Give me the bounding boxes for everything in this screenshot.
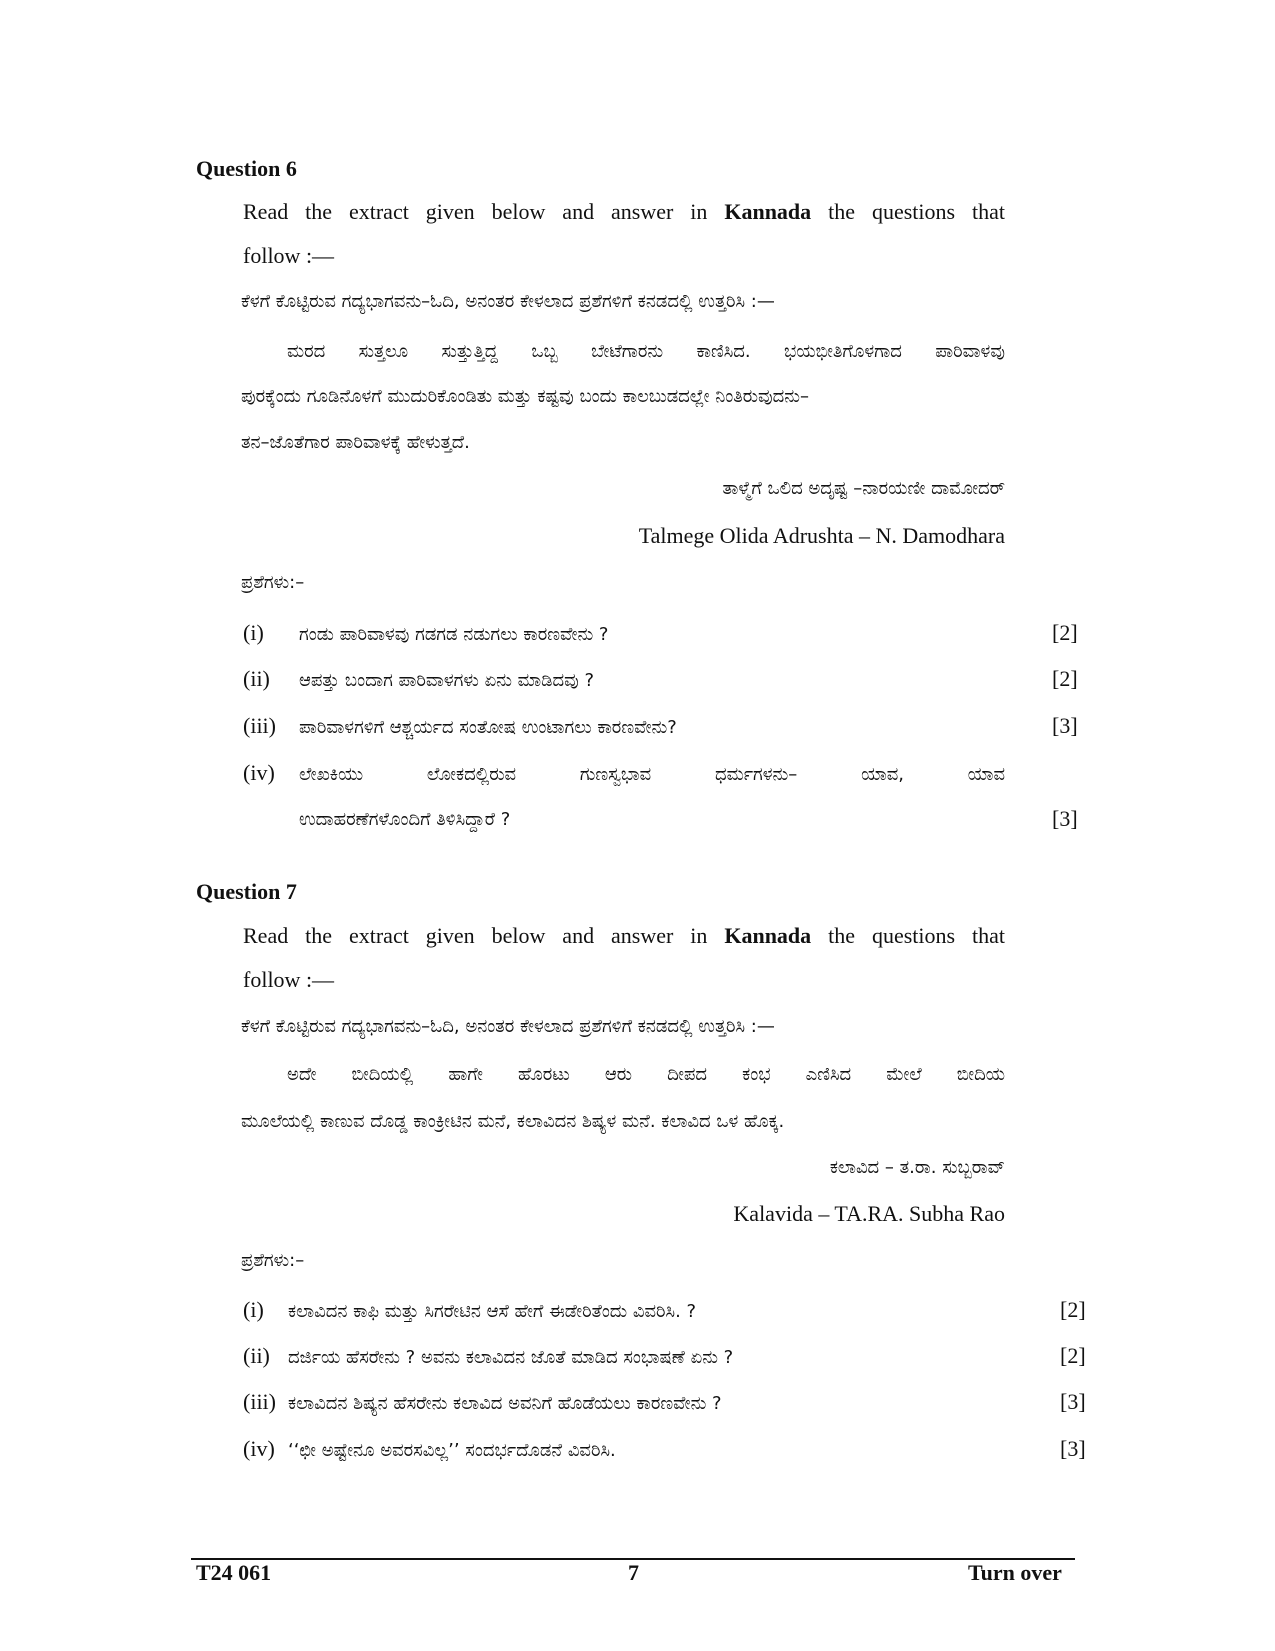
q7-question-text: ದರ್ಜಿಯ ಹೆಸರೇನು ? ಅವನು ಕಲಾವಿದನ ಜೊತೆ ಮಾಡಿದ ಸಂಭಾಷಣೆ ಏನು ? — [288, 1347, 734, 1368]
q7-instr-pre: Read the extract given below and answer in — [243, 923, 725, 948]
q6-question-marks: [2] — [1052, 620, 1078, 645]
q6-question-number: (iv) — [243, 760, 275, 785]
q7-instruction-kannada: ಕೆಳಗೆ ಕೊಟ್ಟಿರುವ ಗದ್ಯಭಾಗವನು–ಓದಿ, ಅನಂತರ ಕೇಳಲಾದ ಪ್ರಶೆಗಳಿಗೆ ಕನಡದಲ್ಲಿ ಉತ್ತರಿಸಿ :— — [241, 1016, 775, 1037]
q6-source-kannada: ತಾಳ್ಮೆಗೆ ಒಲಿದ ಅದೃಷ್ಟ –ನಾರಯಣೀ ದಾಮೋದರ್ — [722, 478, 1005, 499]
q6-instr-bold: Kannada — [724, 199, 812, 224]
q6-question-text: ಗಂಡು ಪಾರಿವಾಳವು ಗಡಗಡ ನಡುಗಲು ಕಾರಣವೇನು ? — [299, 624, 609, 645]
q6-question-text: ಲೇಖಕಿಯು ಲೋಕದಲ್ಲಿರುವ ಗುಣಸ್ವಭಾವ ಧರ್ಮಗಳನು– ಯಾವ, ಯಾವ — [299, 764, 1005, 785]
q7-questions-label: ಪ್ರಶೆಗಳು:– — [241, 1250, 305, 1271]
q7-instr-bold: Kannada — [724, 923, 812, 948]
q6-source-english: Talmege Olida Adrushta – N. Damodhara — [638, 523, 1005, 548]
q7-question-marks: [3] — [1060, 1436, 1086, 1461]
q6-instruction-kannada: ಕೆಳಗೆ ಕೊಟ್ಟಿರುವ ಗದ್ಯಭಾಗವನು–ಓದಿ, ಅನಂತರ ಕೇಳಲಾದ ಪ್ರಶೆಗಳಿಗೆ ಕನಡದಲ್ಲಿ ಉತ್ತರಿಸಿ :— — [241, 291, 775, 312]
q7-instruction-english-line2: follow :— — [243, 967, 335, 992]
footer-turn-over: Turn over — [968, 1560, 1062, 1585]
question-6-heading: Question 6 — [196, 156, 297, 181]
footer-paper-code: T24 061 — [196, 1560, 272, 1585]
q7-question-marks: [3] — [1060, 1389, 1086, 1414]
q6-question-text: ಆಪತ್ತು ಬಂದಾಗ ಪಾರಿವಾಳಗಳು ಏನು ಮಾಡಿದವು ? — [299, 670, 595, 691]
q6-question-text-line2: ಉದಾಹರಣೆಗಳೊಂದಿಗೆ ತಿಳಿಸಿದ್ದಾರೆ ? — [299, 809, 511, 830]
q7-question-text: ಕಲಾವಿದನ ಕಾಫಿ ಮತ್ತು ಸಿಗರೇಟಿನ ಆಸೆ ಹೇಗೆ ಈಡೇರಿತೆಂದು ವಿವರಿಸಿ. ? — [288, 1301, 697, 1322]
q6-question-marks: [3] — [1052, 806, 1078, 831]
q6-instruction-english — [243, 199, 1005, 225]
footer-page-number: 7 — [628, 1560, 639, 1585]
q7-question-number: (iv) — [243, 1436, 275, 1461]
q7-question-number: (ii) — [243, 1343, 270, 1368]
q7-passage-line2: ಮೂಲೆಯಲ್ಲಿ ಕಾಣುವ ದೊಡ್ಡ ಕಾಂಕ್ರೀಟಿನ ಮನೆ, ಕಲಾವಿದನ ಶಿಷ್ಯಳ ಮನೆ. ಕಲಾವಿದ ಒಳ ಹೊಕ್ಕ. — [241, 1111, 785, 1132]
q6-passage-line2: ಪುರಕ್ಕೆಂದು ಗೂಡಿನೊಳಗೆ ಮುದುರಿಕೊಂಡಿತು ಮತ್ತು ಕಷ್ಟವು ಬಂದು ಕಾಲಬುಡದಲ್ಲೇ ನಿಂತಿರುವುದನು– — [241, 386, 810, 407]
q7-question-text: ‘‘ಛೀ ಅಷ್ಟೇನೂ ಅವರಸವಿಲ್ಲ’’ ಸಂದರ್ಭದೊಡನೆ ವಿವರಿಸಿ. — [288, 1440, 616, 1461]
q6-question-number: (iii) — [243, 713, 276, 738]
q7-instr-post: the questions that — [811, 923, 1005, 948]
q6-passage-line3: ತನ–ಜೊತೆಗಾರ ಪಾರಿವಾಳಕ್ಕೆ ಹೇಳುತ್ತದೆ. — [241, 432, 470, 453]
q7-question-marks: [2] — [1060, 1343, 1086, 1368]
q6-question-marks: [2] — [1052, 666, 1078, 691]
q6-question-marks: [3] — [1052, 713, 1078, 738]
q7-question-marks: [2] — [1060, 1297, 1086, 1322]
q6-question-text: ಪಾರಿವಾಳಗಳಿಗೆ ಆಶ್ಚರ್ಯದ ಸಂತೋಷ ಉಂಟಾಗಲು ಕಾರಣವೇನು? — [299, 717, 677, 738]
q6-questions-label: ಪ್ರಶೆಗಳು:– — [241, 572, 305, 593]
q7-question-number: (iii) — [243, 1389, 276, 1414]
q6-instr-post: the questions that — [811, 199, 1005, 224]
q7-question-text: ಕಲಾವಿದನ ಶಿಷ್ಯನ ಹೆಸರೇನು ಕಲಾವಿದ ಅವನಿಗೆ ಹೊಡೆಯಲು ಕಾರಣವೇನು ? — [288, 1393, 722, 1414]
q6-passage-line1: ಮರದ ಸುತ್ತಲೂ ಸುತ್ತುತ್ತಿದ್ದ ಒಬ್ಬ ಬೇಟೆಗಾರನು ಕಾಣಿಸಿದ. ಭಯಭೀತಿಗೊಳಗಾದ ಪಾರಿವಾಳವು — [287, 341, 1005, 362]
q7-source-kannada: ಕಲಾವಿದ – ತ.ರಾ. ಸುಬ್ಬರಾವ್ — [829, 1157, 1005, 1178]
q6-instr-pre: Read the extract given below and answer in — [243, 199, 725, 224]
q6-question-number: (i) — [243, 620, 264, 645]
q7-question-number: (i) — [243, 1297, 264, 1322]
q7-source-english: Kalavida – TA.RA. Subha Rao — [733, 1201, 1005, 1226]
q6-instruction-english-line2: follow :— — [243, 243, 335, 268]
q7-instruction-english — [243, 923, 1005, 949]
q6-question-number: (ii) — [243, 666, 270, 691]
q7-passage-line1: ಅದೇ ಬೀದಿಯಲ್ಲಿ ಹಾಗೇ ಹೊರಟು ಆರು ದೀಪದ ಕಂಭ ಎಣಿಸಿದ ಮೇಲೆ ಬೀದಿಯ — [287, 1064, 1005, 1085]
question-7-heading: Question 7 — [196, 879, 297, 904]
